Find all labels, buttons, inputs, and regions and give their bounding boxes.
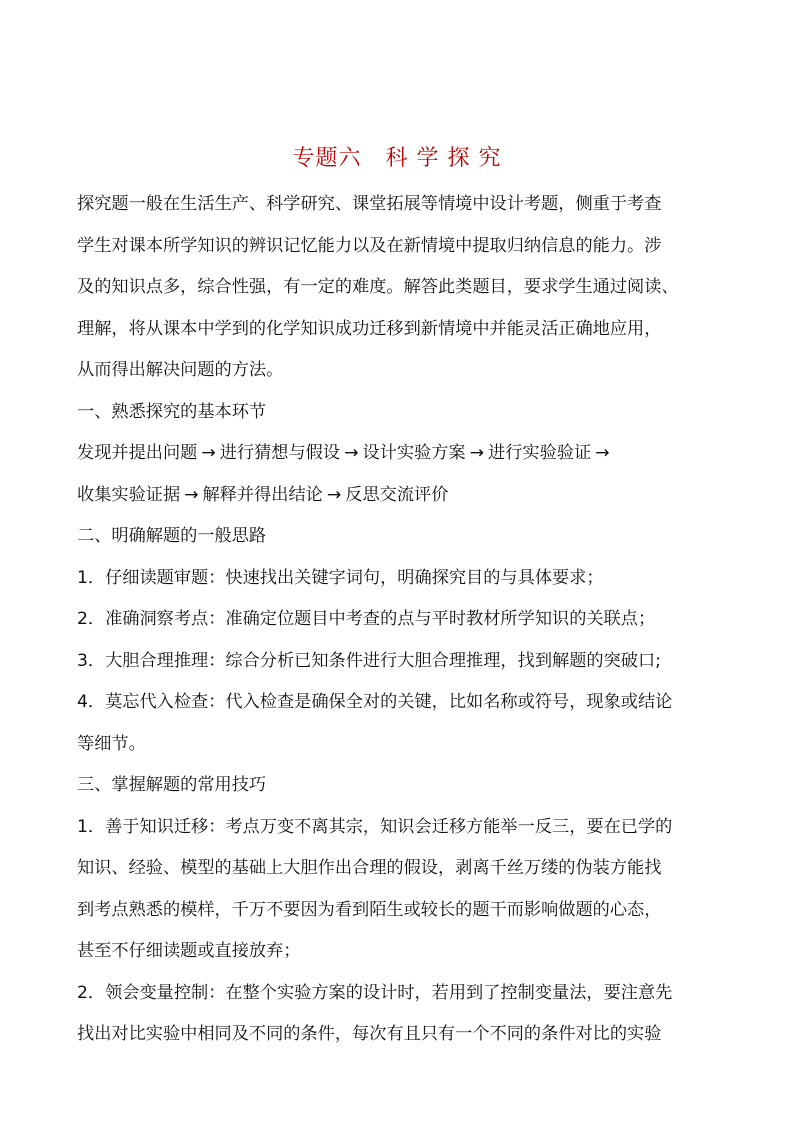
intro-line: 从而得出解决问题的方法。 xyxy=(77,360,284,380)
technique-item: 1．善于知识迁移：考点万变不离其宗，知识会迁移方能举一反三，要在已学的 xyxy=(77,816,673,837)
technique-item: 2．领会变量控制：在整个实验方案的设计时，若用到了控制变量法，要注意先 xyxy=(77,982,673,1003)
flow-step: 进行猜想与假设 xyxy=(219,443,341,463)
intro-paragraph xyxy=(77,184,727,392)
arrow-right-icon: → xyxy=(595,443,610,463)
arrow-right-icon: → xyxy=(344,443,359,463)
flow-step: 收集实验证据 xyxy=(77,484,181,505)
intro-line: 探究题一般在生活生产、科学研究、课堂拓展等情境中设计考题，侧重于考查 xyxy=(77,194,662,214)
arrow-right-icon: → xyxy=(326,484,342,505)
arrow-right-icon: → xyxy=(201,443,216,463)
document-body xyxy=(77,184,727,1056)
approach-item: 3．大胆合理推理：综合分析已知条件进行大胆合理推理，找到解题的突破口; xyxy=(77,650,661,671)
inquiry-flow-line-2 xyxy=(77,475,727,517)
technique-item-continued: 到考点熟悉的模样，千万不要因为看到陌生或较长的题干而影响做题的心态， xyxy=(77,899,662,920)
approach-item: 2．准确洞察考点：准确定位题目中考查的点与平时教材所学知识的关联点； xyxy=(77,609,656,629)
page-title: 专题六 科 学 探 究 xyxy=(292,146,502,171)
flow-step: 发现并提出问题 xyxy=(77,443,198,463)
arrow-right-icon: → xyxy=(184,484,199,505)
intro-line: 学生对课本所学知识的辨识记忆能力以及在新情境中提取归纳信息的能力。涉 xyxy=(77,235,662,256)
intro-line: 理解，将从课本中学到的化学知识成功迁移到新情境中并能灵活正确地应用， xyxy=(77,318,662,339)
section-heading-general-approach: 二、明确解题的一般思路 xyxy=(77,526,267,546)
section-heading-techniques: 三、掌握解题的常用技巧 xyxy=(77,775,267,795)
flow-step: 设计实验方案 xyxy=(362,443,466,463)
flow-step: 反思交流评价 xyxy=(345,484,449,505)
flow-step: 进行实验验证 xyxy=(488,443,592,463)
inquiry-flow-line-1 xyxy=(77,433,727,475)
intro-line: 及的知识点多，综合性强，有一定的难度。解答此类题目，要求学生通过阅读、 xyxy=(77,277,679,297)
technique-item-continued: 甚至不仔细读题或直接放弃； xyxy=(77,941,301,961)
approach-item: 1．仔细读题审题：快速找出关键字词句，明确探究目的与具体要求； xyxy=(77,567,604,588)
technique-item-continued: 知识、经验、模型的基础上大胆作出合理的假设，剥离千丝万缕的伪装方能找 xyxy=(77,858,662,878)
approach-item: 4．莫忘代入检查：代入检查是确保全对的关键，比如名称或符号，现象或结论 xyxy=(77,692,673,712)
technique-item-continued: 找出对比实验中相同及不同的条件，每次有且只有一个不同的条件对比的实验 xyxy=(77,1024,662,1044)
approach-item-continued: 等细节。 xyxy=(77,733,146,754)
section-heading-basic-steps: 一、熟悉探究的基本环节 xyxy=(77,401,267,422)
flow-step: 解释并得出结论 xyxy=(202,484,323,505)
arrow-right-icon: → xyxy=(469,443,485,463)
